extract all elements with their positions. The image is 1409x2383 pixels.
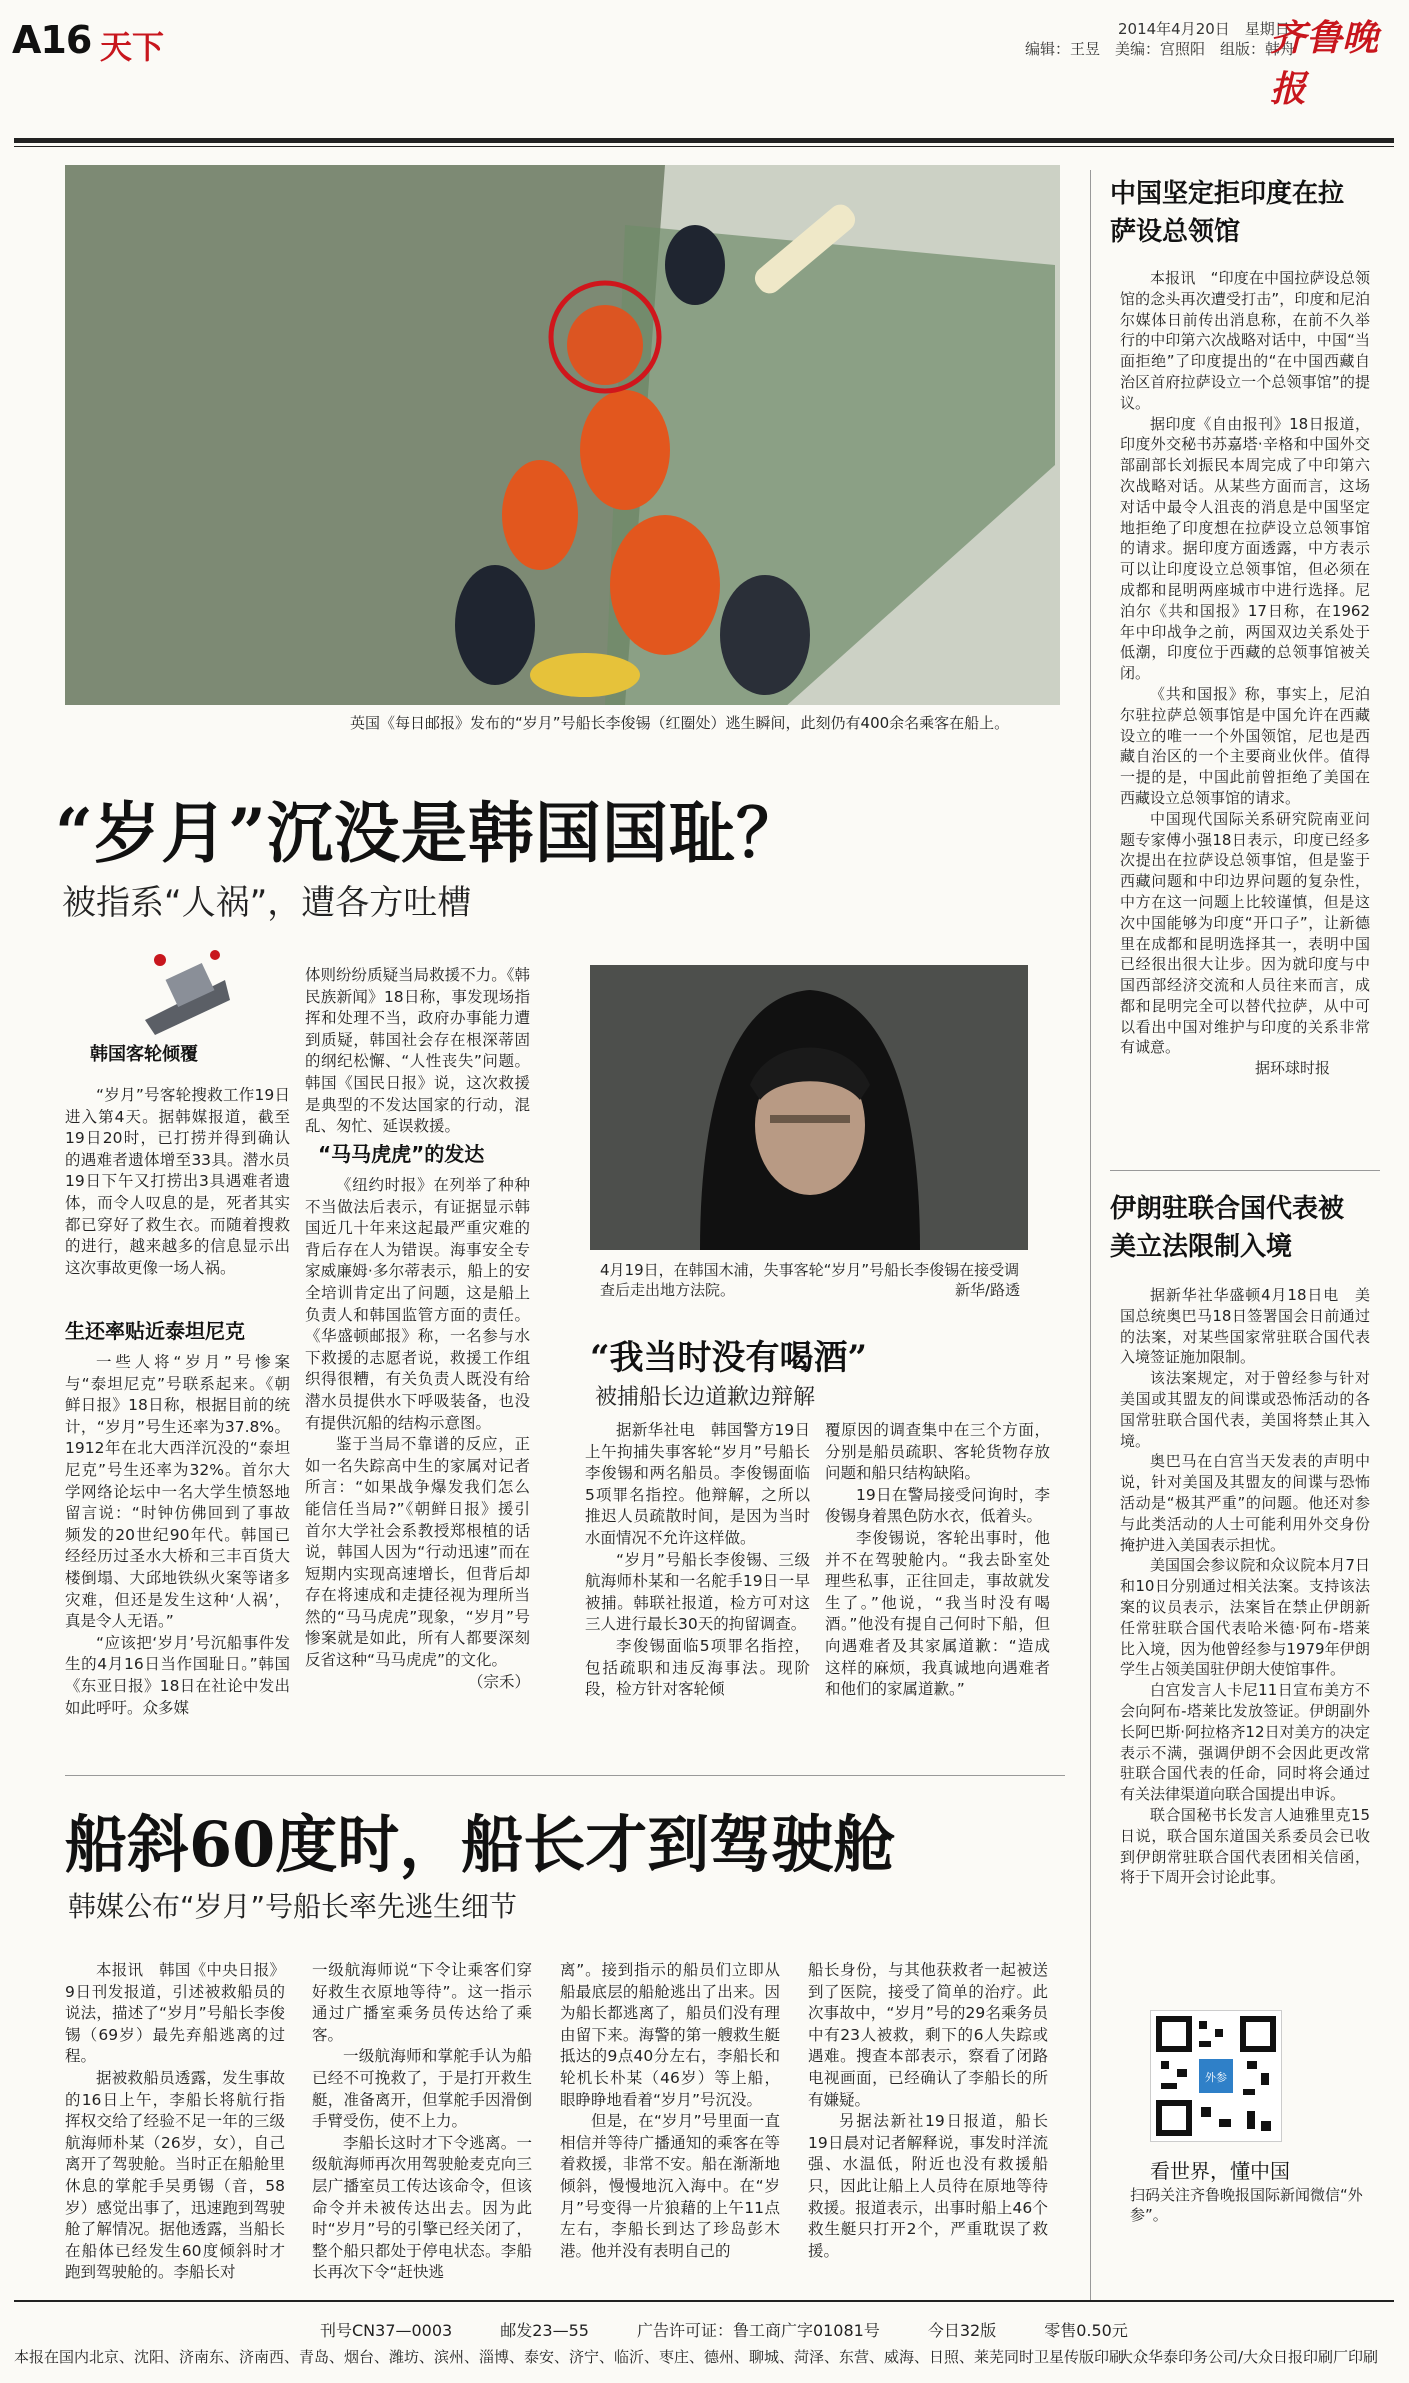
map-graphic — [130, 940, 240, 1040]
paragraph: 该法案规定，对于曾经参与针对美国或其盟友的间谍或恐怖活动的各国常驻联合国代表，美国将禁止其入境。 — [1120, 1369, 1370, 1450]
column-divider — [1090, 170, 1091, 2300]
paragraph: 《纽约时报》在列举了种种不当做法后表示，有证据显示韩国近几十年来这起最严重灾难的背后存在人为错误。海事安全专家威廉姆·多尔蒂表示，船上的安全培训肯定出了问题，这是船上负责人和韩国监管方面的责任。《华盛顿邮报》称，一名参与水下救援的志愿者说，救援工作组织得很糟，有关负责人既没有给潜水员提供水下呼吸装备，也没有提供沉船的结构示意图。 — [305, 1176, 530, 1432]
paragraph: “岁月”号船长李俊锡、三级航海师朴某和一名舵手19日一早被捕。韩联社报道，检方可对这三人进行最长30天的拘留调查。 — [585, 1550, 810, 1634]
header-rule — [14, 138, 1394, 143]
footer-print-locations: 本报在国内北京、沈阳、济南东、济南西、青岛、烟台、潍坊、滨州、淄博、泰安、济宁、临沂、枣庄、德州、聊城、菏泽、东营、威海、日照、莱芜同时卫星传版印刷 — [14, 2348, 1125, 2366]
paragraph: 白宫发言人卡尼11日宣布美方不会向阿布-塔莱比发放签证。伊朗副外长阿巴斯·阿拉格齐12日对美方的决定表示不满，强调伊朗不会因此更改常驻联合国代表的任命，同时将会通过有关法律渠道向联合国提出申诉。 — [1120, 1681, 1370, 1804]
captain-photo — [590, 965, 1028, 1250]
rescue-photo-illustration — [65, 165, 1060, 705]
lead-column-2 — [305, 965, 530, 1138]
byline: 据环球时报 — [1254, 1059, 1330, 1078]
paragraph: 但是，在“岁月”号里面一直相信并等待广播通知的乘客在等着救援，非常不安。船在渐渐地倾斜，慢慢地沉入海中。在“岁月”号变得一片狼藉的上午11点左右，李船长到达了珍岛彭木港。他并没有表明自己的 — [560, 2112, 780, 2260]
paragraph: 鉴于当局不靠谱的反应，正如一名失踪高中生的家属对记者所言：“如果战争爆发我们怎么能信任当局?”《朝鲜日报》援引首尔大学社会系教授郑根植的话说，韩国人因为“行动迅速”而在短期内实现高速增长，但背后却存在将速成和走捷径视为理所当然的“马马虎虎”现象，“岁月”号惨案就是如此，所有人都要深刻反省这种“马马虎虎”的文化。 — [305, 1435, 530, 1670]
right-headline-1: 中国坚定拒印度在拉萨设总领馆 — [1110, 179, 1345, 247]
right-rule — [1110, 1170, 1380, 1171]
bottom-column-3 — [560, 1960, 780, 2262]
paragraph: 一些人将“岁月”号惨案与“泰坦尼克”号联系起来。《朝鲜日报》18日称，根据目前的统计，“岁月”号生还率为37.8%。1912年在北大西洋沉没的“泰坦尼克”号生还率为32%。首尔大学网络论坛中一名大学生愤怒地留言说：“时钟仿佛回到了事故频发的20世纪90年代。韩国已经经历过圣水大桥和三丰百货大楼倒塌、大邱地铁纵火案等诸多灾难，但还是发生这种‘人祸’，真是令人无语。” — [65, 1353, 290, 1631]
paragraph: 据被救船员透露，发生事故的16日上午，李船长将航行指挥权交给了经验不足一年的三级航海师朴某（26岁，女），自己离开了驾驶舱。当时正在船舱里休息的掌舵手吴勇锡（音，58岁）感觉出事了，迅速跑到驾驶舱了解情况。据他透露，当船长在船体已经发生60度倾斜时才跑到驾驶舱的。李船长对 — [65, 2068, 285, 2282]
page-number: A16 — [12, 18, 92, 62]
paragraph: 离”。接到指示的船员们立即从船最底层的船舱逃出了出来。因为船长都逃离了，船员们没有理由留下来。海警的第一艘救生艇抵达的9点40分左右，李船长和轮机长朴某（46岁）等上船，眼睁睁地看着“岁月”号沉没。 — [560, 1961, 780, 2109]
paragraph: 体则纷纷质疑当局救援不力。《韩民族新闻》18日称，事发现场指挥和处理不当，政府办事能力遭到质疑，韩国社会存在根深蒂固的纲纪松懈、“人性丧失”问题。韩国《国民日报》说，这次救援是典型的不发达国家的行动，混乱、匆忙、延误救援。 — [305, 966, 530, 1136]
lead-column-1 — [65, 1085, 290, 1279]
paragraph: 本报讯 “印度在中国拉萨设总领馆的念头再次遭受打击”，印度和尼泊尔媒体日前传出消息称，在前不久举行的中印第六次战略对话中，中国“当面拒绝”了印度提出的“在中国西藏自治区首府拉萨设立一个总领事馆”的提议。 — [1120, 269, 1370, 412]
paragraph: 美国国会参议院和众议院本月7日和10日分别通过相关法案。支持该法案的议员表示，法案旨在禁止伊朗新任常驻联合国代表哈米德·阿布-塔莱比入境，因为他曾经参与1979年伊朗学生占领美国驻伊朗大使馆事件。 — [1120, 1556, 1370, 1679]
captain-photo-illustration — [590, 965, 1028, 1250]
bottom-column-2 — [312, 1960, 532, 2284]
paragraph: 一级航海师和掌舵手认为船已经不可挽救了，于是打开救生艇，准备离开，但掌舵手因滑倒手臂受伤，使不上力。 — [312, 2047, 532, 2131]
paragraph: 联合国秘书长发言人迪雅里克15日说，联合国东道国关系委员会已收到伊朗常驻联合国代表团相关信函，将于下周开会讨论此事。 — [1120, 1805, 1370, 1887]
editors-line: 编辑：王昱 美编：宫照阳 组版：韩舟 — [1025, 40, 1296, 58]
paragraph: 19日在警局接受问询时，李俊锡身着黑色防水衣，低着头。 — [825, 1485, 1050, 1526]
captain-headline: “我当时没有喝酒” — [590, 1338, 868, 1378]
paragraph: 中国现代国际关系研究院南亚问题专家傅小强18日表示，印度已经多次提出在拉萨设总领事馆，但是鉴于西藏问题和中印边界问题的复杂性，中方在这一问题上比较谨慎，但是这次中国能够为印度“开口子”，让新德里在成都和昆明选择其一，表明中国已经很出很大让步。因为就印度与中国西部经济交流和人员往来而言，成都和昆明完全可以替代拉萨，从中可以看出中国对维护与印度的关系非常有诚意。 — [1120, 809, 1370, 1057]
dateline: 2014年4月20日 星期日 — [1118, 20, 1290, 38]
main-photo-caption: 英国《每日邮报》发布的“岁月”号船长李俊锡（红圈处）逃生瞬间，此刻仍有400余名乘客在船上。 — [350, 714, 1010, 732]
paragraph: “应该把‘岁月’号沉船事件发生的4月16日当作国耻日。”韩国《东亚日报》18日在社论中发出如此呼吁。众多媒 — [65, 1633, 290, 1717]
footer-publication-info: 刊号CN37—0003 邮发23—55 广告许可证：鲁工商广字01081号 今日32版 零售0.50元 — [320, 2321, 1128, 2340]
paragraph: 另据法新社19日报道，船长19日晨对记者解释说，事发时洋流强、水温低，附近也没有救援船只，因此让船上人员待在原地等待救援。报道表示，出事时船上46个救生艇只打开2个，严重耽误了救援。 — [808, 2112, 1048, 2260]
lead-column-1b — [65, 1352, 290, 1719]
captain-photo-caption — [600, 1260, 1020, 1300]
lead-column-2b — [305, 1175, 530, 1693]
captain-subhead: 被捕船长边道歉边辩解 — [595, 1385, 816, 1410]
paragraph: 李俊锡面临5项罪名指控，包括疏职和违反海事法。现阶段，检方针对客轮倾 — [585, 1636, 810, 1699]
right-headline-2: 伊朗驻联合国代表被美立法限制入境 — [1110, 1194, 1345, 1262]
paragraph: 本报讯 韩国《中央日报》9日刊发报道，引述被救船员的说法，描述了“岁月”号船长李俊锡（69岁）最先弃船逃离的过程。 — [65, 1961, 285, 2066]
footer-printer: 大众华泰印务公司/大众日报印刷厂印刷 — [1118, 2348, 1379, 2366]
lead-subheading-1: 生还率贴近泰坦尼克 — [65, 1319, 245, 1343]
paragraph: 船长身份，与其他获救者一起被送到了医院，接受了简单的治疗。此次事故中，“岁月”号的29名乘务员中有23人被救，剩下的6人失踪或遇难。搜查本部表示，察看了闭路电视画面，已经确认了李船长的所有嫌疑。 — [808, 1961, 1048, 2109]
byline: （宗禾） — [467, 1672, 530, 1691]
right-story-2 — [1120, 1285, 1370, 1888]
bottom-column-1 — [65, 1960, 285, 2284]
paragraph: 奥巴马在白宫当天发表的声明中说，针对美国及其盟友的间谍与恐怖活动是“极其严重”的问题。他还对参与此类活动的人士可能利用外交身份掩护进入美国表示担忧。 — [1120, 1452, 1370, 1554]
section-title: 天下 — [100, 28, 165, 66]
bottom-headline: 船斜60度时，船长才到驾驶舱 — [65, 1808, 896, 1881]
ship-icon — [130, 940, 240, 1040]
paragraph: 《共和国报》称，事实上，尼泊尔驻拉萨总领事馆是中国允许在西藏设立的唯一一个外国领馆，尼也是西藏自治区的一个主要商业伙伴。值得一提的是，中国此前曾拒绝了美国在西藏设立总领事馆的请求。 — [1120, 684, 1370, 807]
paragraph: 据新华社电 韩国警方19日上午拘捕失事客轮“岁月”号船长李俊锡和两名船员。李俊锡面临5项罪名指控。他辩解，之所以推迟人员疏散时间，是因为当时水面情况不允许这样做。 — [585, 1421, 810, 1547]
paragraph: 据新华社华盛顿4月18日电 美国总统奥巴马18日签署国会日前通过的法案，对某些国家常驻联合国代表入境签证施加限制。 — [1120, 1286, 1370, 1367]
lead-subheading-2: “马马虎虎”的发达 — [318, 1142, 485, 1166]
captain-column-2 — [825, 1420, 1050, 1701]
captain-column-1 — [585, 1420, 810, 1701]
rescue-photo — [65, 165, 1060, 705]
paragraph: 李船长这时才下令逃离。一级航海师再次用驾驶舱麦克向三层广播室员工传达该命令，但该命令并未被传达出去。因为此时“岁月”号的引擎已经关闭了，整个船只都处于停电状态。李船长再次下令“赶快逃 — [312, 2133, 532, 2282]
photo-credit: 新华/路透 — [954, 1281, 1020, 1299]
caption-text: 4月19日，在韩国木浦，失事客轮“岁月”号船长李俊锡在接受调查后走出地方法院。 — [600, 1261, 1020, 1299]
qr-code-icon — [1151, 2011, 1281, 2141]
right-story-1 — [1120, 268, 1370, 1079]
paragraph: 李俊锡说，客轮出事时，他并不在驾驶舱内。“我去卧室处理些私事，正往回走，事故就发生了。”他说，“我当时没有喝酒。”他没有提自己何时下船，但向遇难者及其家属道歉：“造成这样的麻烦，我真诚地向遇难者和他们的家属道歉。” — [825, 1528, 1050, 1699]
newspaper-logo: 齐鲁晚报 — [1270, 17, 1379, 110]
lead-subhead: 被指系“人祸”，遭各方吐槽 — [62, 883, 472, 923]
paragraph: 覆原因的调查集中在三个方面，分别是船员疏职、客轮货物存放问题和船只结构缺陷。 — [825, 1421, 1050, 1483]
paragraph: 一级航海师说“下令让乘客们穿好救生衣原地等待”。这一指示通过广播室乘务员传达给了乘客。 — [312, 1961, 532, 2044]
qr-note: 扫码关注齐鲁晚报国际新闻微信“外参”。 — [1130, 2186, 1363, 2224]
map-label: 韩国客轮倾覆 — [90, 1044, 198, 1065]
qr-slogan: 看世界，懂中国 — [1150, 2159, 1290, 2183]
bottom-subhead: 韩媒公布“岁月”号船长率先逃生细节 — [68, 1890, 518, 1923]
qr-badge: 外参 — [1205, 2071, 1227, 2084]
footer-rule — [14, 2300, 1394, 2302]
paragraph: “岁月”号客轮搜救工作19日进入第4天。据韩媒报道，截至19日20时，已打捞并得到确认的遇难者遗体增至33具。潜水员19日下午又打捞出3具遇难者遗体，而令人叹息的是，死者其实都已穿好了救生衣。而随着搜救的进行，越来越多的信息显示出这次事故更像一场人祸。 — [65, 1086, 290, 1277]
paragraph: 据印度《自由报刊》18日报道，印度外交秘书苏嘉塔·辛格和中国外交部副部长刘振民本周完成了中印第六次战略对话。从某些方面而言，这场对话中最令人沮丧的消息是中国坚定地拒绝了印度想在拉萨设立总领事馆的请求。据印度方面透露，中方表示可以让印度设立总领事馆，但必须在成都和昆明两座城市中进行选择。尼泊尔《共和国报》17日称，在1962年中印战争之前，两国双边关系处于低潮，印度位于西藏的总领事馆被关闭。 — [1120, 414, 1370, 683]
qr-code[interactable] — [1150, 2010, 1282, 2142]
lead-headline: “岁月”沉没是韩国国耻？ — [55, 794, 803, 872]
bottom-column-4 — [808, 1960, 1048, 2262]
header-rule-thin — [14, 146, 1394, 147]
bottom-rule — [65, 1775, 1065, 1776]
